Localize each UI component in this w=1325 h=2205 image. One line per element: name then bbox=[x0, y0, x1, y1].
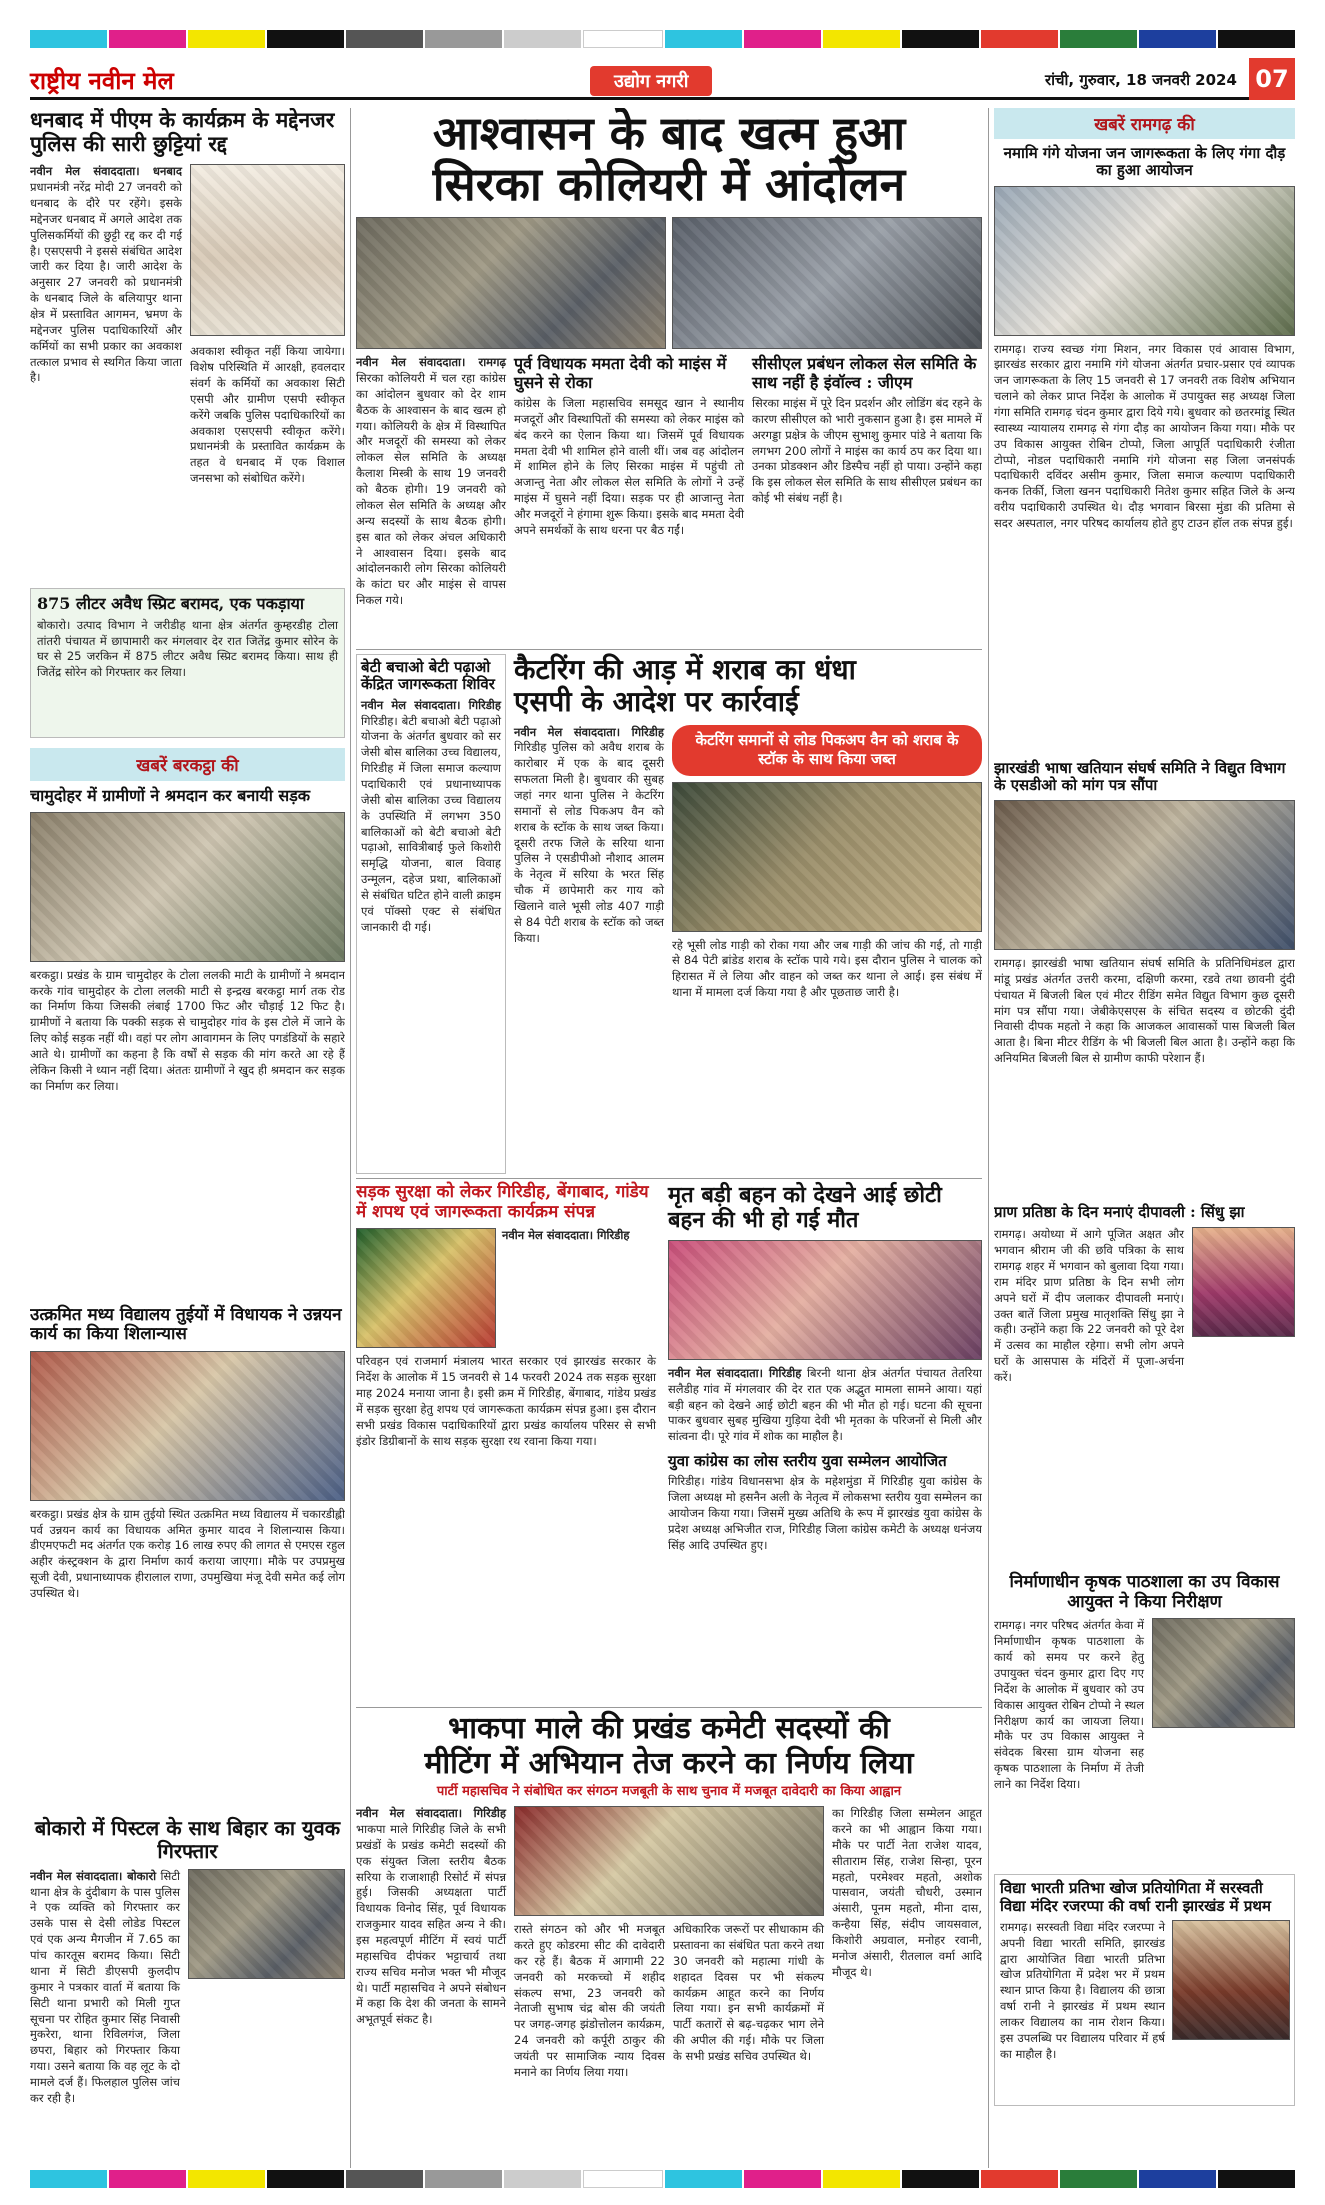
center-rule-1 bbox=[356, 649, 982, 650]
liquor-headline-line1: कैटरिंग की आड़ में शराब का धंधा bbox=[514, 653, 856, 687]
sister-body: बिरनी थाना क्षेत्र अंतर्गत पंचायत तेतरिया सलैडीह गांव में मंगलवार की देर रात एक अद्भुत मामला सामने आया। यहां बड़ी बहन को देखने आई छोटी बहन की भी मौत हो गई। घटना की सूचना पाकर बुधवार सुबह मुखिया गुड़िया देवी भी मृतका के परिजनों से मिली और सांत्वना दी। पूरे गांव में शोक का माहौल है। bbox=[668, 1365, 982, 1444]
liquor-dateline: नवीन मेल संवाददाता। गिरिडीह bbox=[514, 724, 664, 739]
pm-story-headline: धनबाद में पीएम के कार्यक्रम के मद्देनजर पुलिस की सारी छुट्टियां रद्द bbox=[30, 108, 335, 157]
ganga-photo bbox=[994, 186, 1295, 336]
cpi-headline-line2: मीटिंग में अभियान तेज करने का निर्णय लिया bbox=[424, 1745, 914, 1781]
cpi-photo bbox=[514, 1806, 824, 1916]
cpi-headline-line1: भाकपा माले की प्रखंड कमेटी सदस्यों की bbox=[448, 1711, 890, 1747]
page-number: 07 bbox=[1249, 58, 1295, 100]
bhasha-body: रामगढ़। झारखंडी भाषा खतियान संघर्ष समिति के प्रतिनिधिमंडल द्वारा मांडू प्रखंड अंतर्गत उत्तरी करमा, दक्षिणी करमा, रडवे तथा छावनी दुंदी पंचायत में बिजली बिल एवं मीटर रीडिंग समेत विद्युत विभाग कुछ दूसरी मांग पत्र सौंपा गया। जेबीकेएसएस के संचित सदस्य व छोटकी दुंदी निवासी दीपक महतो ने कहा कि आजकल आवासकों पास बिजली बिल आता है। बिना मीटर रीडिंग के भी बिजली बिल आता है। उन्होंने कहा कि अनियमित बिजली बिल से ग्रामीण काफी परेशान हैं। bbox=[994, 956, 1295, 1066]
center-rule-2 bbox=[356, 1178, 982, 1179]
congress-headline: युवा कांग्रेस का लोस स्तरीय युवा सम्मेलन आयोजित bbox=[668, 1452, 947, 1471]
diwali-headline: प्राण प्रतिष्ठा के दिन मनाएं दीपावली : सिंधु झा bbox=[994, 1203, 1245, 1221]
road-story-headline: चामुदोहर में ग्रामीणों ने श्रमदान कर बनायी सड़क bbox=[30, 786, 311, 806]
ganga-headline: नमामि गंगे योजना जन जागरूकता के लिए गंगा दौड़ का हुआ आयोजन bbox=[1003, 144, 1286, 180]
section-label: उद्योग नगरी bbox=[590, 66, 712, 96]
cpi-dateline: नवीन मेल संवाददाता। गिरिडीह bbox=[356, 1806, 506, 1821]
issue-date: रांची, गुरुवार, 18 जनवरी 2024 bbox=[1045, 71, 1237, 89]
bhasha-headline: झारखंडी भाषा खतियान संघर्ष समिति ने विद्युत विभाग के एसडीओ को मांग पत्र सौंपा bbox=[994, 758, 1286, 794]
pistol-photo bbox=[188, 1869, 345, 1979]
ramgarh-band: खबरें रामगढ़ की bbox=[994, 108, 1295, 139]
lead-body: सिरका कोलियरी में चल रहा कांग्रेस का आंदोलन बुधवार को देर शाम बैठक के आश्वासन के बाद खत्म हो गया। कोलियरी के क्षेत्र में विस्थापित और मजदूरों की समस्या को लेकर लोकल सेल समिति के अध्यक्ष कैलाश मिस्त्री के साथ 19 जनवरी को बैठक होगी। 19 जनवरी को लोकल सेल समिति के अध्यक्ष और अन्य सदस्यों के साथ बैठक होगी। इस बात को लेकर अंचल अधिकारी ने आश्वासन दिया। इसके बाद आंदोलनकारी लोग सिरका कोलियरी के कांटा घर और माइंस से वापस निकल गये। bbox=[356, 371, 506, 608]
lead-dateline: नवीन मेल संवाददाता। रामगढ़ bbox=[356, 355, 506, 370]
cpi-body-continued-2: अधिकारिक जरूरों पर सीधाकाम की प्रस्तावना का संबंधित पता करने तथा 30 जनवरी को महात्मा गांधी के शहादत दिवस पर भी संकल्प कार्यक्रम आहूत करने का निर्णय लिया गया। इन सभी कार्यक्रमों में पार्टी कतारों से बढ़-चढ़कर भाग लेने की अपील की गई। मौके पर जिला के सभी प्रखंड सचिव उपस्थित थे। bbox=[673, 1922, 824, 2063]
cpi-body-continued-3: का गिरिडीह जिला सम्मेलन आहूत करने का भी आह्वान किया गया। मौके पर पार्टी नेता राजेश यादव, सीताराम सिंह, राजेश सिन्हा, पूरन महतो, परमेश्वर महतो, अशोक पासवान, जयंती चौधरी, उस्मान अंसारी, पूनम महतो, मीना दास, कन्हैया सिंह, संदीप जायसवाल, किशोरी अग्रवाल, मनोहर रवानी, मनोज अंसारी, रीतलाल वर्मा आदि मौजूद थे। bbox=[832, 1806, 982, 1979]
vidya-story bbox=[994, 1874, 1295, 2106]
school-inspect-headline: निर्माणाधीन कृषक पाठशाला का उप विकास आयुक्त ने किया निरीक्षण bbox=[1009, 1572, 1280, 1612]
beti-story-headline: बेटी बचाओ बेटी पढ़ाओ केंद्रित जागरूकता शिविर bbox=[361, 658, 495, 694]
cpi-body: भाकपा माले गिरिडीह जिले के सभी प्रखंडों के प्रखंड कमेटी सदस्यों की एक संयुक्त जिला स्तरीय बैठक सरिया के राजाशाही रिसोर्ट में संपन्न हुई। जिसकी अध्यक्षता पार्टी विधायक विनोद सिंह, पूर्व विधायक राजकुमार यादव सहित अन्य ने की। इस महत्वपूर्ण मीटिंग में स्वयं पार्टी महासचिव दीपंकर भट्टाचार्य तथा राज्य सचिव मनोज भक्त भी मौजूद थे। पार्टी महासचिव ने अपने संबोधन में कहा कि देश की जनता के सामने अभूतपूर्व संकट है। bbox=[356, 1821, 506, 2027]
center-rule-3 bbox=[356, 1707, 982, 1708]
cpi-body-continued: रास्ते संगठन को और भी मजबूत करते हुए कोडरमा सीट की दावेदारी कर रहे हैं। बैठक में आगामी 22 जनवरी को मरकच्चो में शहीद संकल्प सभा, 23 जनवरी को नेताजी सुभाष चंद्र बोस की जयंती पर जगह-जगह झंडोत्तोलन कार्यक्रम, 24 जनवरी को कर्पूरी ठाकुर की जयंती पर सामाजिक न्याय दिवस मनाने का निर्णय लिया गया। bbox=[514, 1922, 665, 2079]
sister-headline: मृत बड़ी बहन को देखने आई छोटी बहन की भी हो गई मौत bbox=[668, 1182, 942, 1234]
road-story-body: बरकट्ठा। प्रखंड के ग्राम चामुदोहर के टोला ललकी माटी के ग्रामीणों ने श्रमदान करके गांव चामुदोहर के टोला ललकी माटी से इन्द्रख बरकट्ठा मार्ग तक रोड का निर्माण किया जिसकी लंबाई 1700 फिट और चौड़ाई 12 फिट है। ग्रामीणों ने बताया कि पक्की सड़क से चामुदोहर गांव के इस टोले में जाने के लिए कोई सड़क नहीं थी। वहां पर लोग आवागमन के लिए पगडंडियों के सहारे आते थे। ग्रामीणों का कहना है कि वर्षों से सड़क की मांग करते आ रहे हैं लेकिन किसी ने ध्यान नहीं दिया। अंततः ग्रामीणों ने खुद ही श्रमदान कर सड़क का निर्माण कर लिया। bbox=[30, 967, 345, 1093]
congress-body: गिरिडीह। गांडेय विधानसभा क्षेत्र के महेशमुंडा में गिरिडीह युवा कांग्रेस के जिला अध्यक्ष मो हसनैन अली के नेतृत्व में लोकसभा स्तरीय युवा सम्मेलन का आयोजन किया गया। जिसमें मुख्य अतिथि के रूप में झारखंड युवा कांग्रेस के प्रदेश अध्यक्ष अभिजीत राज, गिरिडीह जिला कांग्रेस कमेटी के अध्यक्ष धनंजय सिंह आदि उपस्थित हुए। bbox=[668, 1474, 982, 1552]
liquor-photo bbox=[672, 782, 982, 932]
pm-story-dateline: नवीन मेल संवाददाता। धनबाद bbox=[30, 164, 182, 179]
vidya-photo bbox=[1172, 1920, 1290, 2040]
sister-dateline: नवीन मेल संवाददाता। गिरिडीह bbox=[668, 1365, 802, 1380]
spirit-story bbox=[30, 588, 345, 738]
diwali-body: रामगढ़। अयोध्या में आगे पूजित अक्षत और भगवान श्रीराम जी की छवि पत्रिका के साथ रामगढ़ शहर में भगवान को बुलावा दिया गया। राम मंदिर प्राण प्रतिष्ठा के दिन सभी लोग अपने घरों में दीप जलाकर दीपावली मनाएं। उक्त बातें जिला प्रमुख मातृशक्ति सिंधु झा ने कही। उन्होंने कहा कि 22 जनवरी को पूरे देश में उत्सव का माहौल रहेगा। सभी लोग अपने घरों के आसपास के मंदिरों में पूजा-अर्चना करें। bbox=[994, 1227, 1184, 1384]
center-column bbox=[356, 108, 982, 2168]
cpi-subhead: पार्टी महासचिव ने संबोधित कर संगठन मजबूती के साथ चुनाव में मजबूत दावेदारी का किया आह्वान bbox=[436, 1784, 902, 1800]
school-story-headline: उत्क्रमित मध्य विद्यालय तुईयों में विधायक ने उन्नयन कार्य का किया शिलान्यास bbox=[30, 1304, 342, 1345]
lead-photo-protest bbox=[356, 217, 666, 349]
registration-strip-top bbox=[30, 30, 1295, 48]
masthead bbox=[30, 64, 1295, 100]
sister-photo bbox=[668, 1240, 982, 1360]
sindhu-jha-photo bbox=[1192, 1227, 1295, 1337]
road-safety-headline: सड़क सुरक्षा को लेकर गिरिडीह, बेंगाबाद, गांडेय में शपथ एवं जागरूकता कार्यक्रम संपन्न bbox=[356, 1182, 649, 1222]
road-photo bbox=[30, 812, 345, 962]
lead-sub2-headline: सीसीएल प्रबंधन लोकल सेल समिति के साथ नहीं है इंवॉल्व : जीएम bbox=[752, 354, 977, 392]
ganga-body: रामगढ़। राज्य स्वच्छ गंगा मिशन, नगर विकास एवं आवास विभाग, झारखंड सरकार द्वारा नमामि गंगे योजना अंतर्गत प्रचार-प्रसार एवं व्यापक जन जागरूकता के लिए 15 जनवरी से 17 जनवरी तक विशेष अभियान चलाने को लेकर प्राप्त निर्देश के आलोक में उपायुक्त सह अध्यक्ष जिला गंगा समिति रामगढ़ चंदन कुमार द्वारा दिये गये। बुधवार को छतरमांडू स्थित स्वास्थ्य न्यायालय रामगढ़ से गंगा दौड़ का आयोजन किया गया। मौके पर उप विकास आयुक्त रोबिन टोप्पो, जिला आपूर्ति पदाधिकारी रंजीता टोप्पो, नोडल पदाधिकारी नमामि गंगे योजना सह जिला जनसंपर्क पदाधिकारी दविंदर असीम कुमार, जिला समाज कल्याण पदाधिकारी कनक तिर्की, जिला खनन पदाधिकारी नितेश कुमार सहित जिले के अन्य वरीय पदाधिकारी उपस्थित थे। दौड़ भगवान बिरसा मुंडा की प्रतिमा से सदर अस्पताल, नगर परिषद कार्यालय होते हुए टाउन हॉल तक संपन्न हुई। bbox=[994, 341, 1295, 530]
lead-headline-line2: सिरका कोलियरी में आंदोलन bbox=[432, 156, 906, 211]
spirit-story-body: बोकारो। उत्पाद विभाग ने जरीडीह थाना क्षेत्र अंतर्गत कुम्हरडीह टोला तांतरी पंचायत में छापामारी कर मंगलवार देर रात जितेंद्र कुमार सोरेन के घर से 25 जरकिन में 875 लीटर अवैध स्प्रिट बरामद किया। साथ ही जितेंद्र सोरेन को गिरफ्तार कर लिया। bbox=[37, 617, 338, 680]
lead-sub1-headline: पूर्व विधायक ममता देवी को माइंस में घुसने से रोका bbox=[514, 354, 727, 392]
liquor-headline-line2: एसपी के आदेश पर कार्रवाई bbox=[514, 685, 799, 719]
pistol-story-body: सिटी थाना क्षेत्र के दुंदीबाग के पास पुलिस ने एक व्यक्ति को गिरफ्तार कर उसके पास से देसी लोडेड पिस्टल एवं एक अन्य मैगजीन में 7.65 का पांच कारतूस बरामद किया। सिटी थाना में सिटी डीएसपी कुलदीप कुमार ने पत्रकार वार्ता में बताया कि सिटी थाना प्रभारी को मिली गुप्त सूचना पर रोहित कुमार सिंह निवासी मुकरेरा, थाना रिविलगंज, जिला छपरा, बिहार को गिरफ्तार किया गया। उसने बताया कि वह लूट के दो मामले दर्ज हैं। फिलहाल पुलिस जांच कर रही है। bbox=[30, 1868, 181, 2105]
lead-headline-line1: आश्वासन के बाद खत्म हुआ bbox=[432, 108, 906, 160]
road-safety-photo bbox=[356, 1228, 496, 1348]
school-story-body: बरकट्ठा। प्रखंड क्षेत्र के ग्राम तुईयो स्थित उत्क्रमित मध्य विद्यालय में चकारडीह्ली पर्व उन्नयन कार्य का विधायक अमित कुमार यादव ने शिलान्यास किया। डीएमएफटी मद अंतर्गत एक करोड़ 16 लाख रुपए की लागत से एमएस रहुल अहीर कंस्ट्रक्शन के द्वारा निर्माण कार्य कराया जाएगा। मौके पर उपप्रमुख सूजी देवी, प्रधानाध्यापक हीरालाल राणा, उपमुखिया मंजू देवी समेत कई लोग उपस्थित थे। bbox=[30, 1506, 345, 1601]
right-column bbox=[994, 108, 1295, 2168]
school-photo bbox=[30, 1351, 345, 1501]
pistol-story-headline: बोकारो में पिस्टल के साथ बिहार का युवक गिरफ्तार bbox=[34, 1815, 341, 1863]
beti-story-body: गिरिडीह। बेटी बचाओ बेटी पढ़ाओ योजना के अंतर्गत बुधवार को सर जेसी बोस बालिका उच्च विद्यालय, गिरिडीह में जिला समाज कल्याण पदाधिकारी एवं प्रधानाध्यापक जेसी बोस बालिका उच्च विद्यालय के उपस्थिति में लगभग 350 बालिकाओं को बेटी बचाओ बेटी पढ़ाओ, सावित्रीबाई फुले किशोरी समृद्धि योजना, बाल विवाह उन्मूलन, दहेज प्रथा, बालिकाओं से संबंधित घटित होने वाली क्राइम एवं पॉक्सो एक्ट से संबंधित जानकारी दी गई। bbox=[361, 713, 501, 934]
lead-sub1-body: कांग्रेस के जिला महासचिव समसूद खान ने स्थानीय मजदूरों और विस्थापितों की समस्या को लेकर माइंस को बंद करने का ऐलान किया था। जिसमें पूर्व विधायक ममता देवी भी शामिल होने वाली थीं। जब वह आंदोलन में शामिल होने के लिए सिरका माइंस में पहुंची तो अजान्तु नेता और लोकल सेल समिति के लोगों ने उन्हें माइंस में घुसने नहीं दिया। सड़क पर ही आजान्तु नेता और मजदूरों ने हंगामा शुरू किया। इसके बाद ममता देवी अपने समर्थकों के साथ धरना पर बैठ गईं। bbox=[514, 395, 744, 537]
column-rule-right bbox=[988, 108, 989, 2168]
barkatha-band: खबरें बरकट्ठा की bbox=[30, 748, 345, 781]
road-safety-dateline: नवीन मेल संवाददाता। गिरिडीह bbox=[502, 1228, 630, 1243]
pm-photo bbox=[190, 164, 345, 336]
bhasha-photo bbox=[994, 800, 1295, 950]
liquor-red-subhead: केटरिंग समानों से लोड पिकअप वैन को शराब के स्टॉक के साथ किया जब्त bbox=[672, 725, 982, 776]
school-inspect-body: रामगढ़। नगर परिषद अंतर्गत केवा में निर्माणाधीन कृषक पाठशाला के कार्य को समय पर करने हेतु उपायुक्त चंदन कुमार द्वारा दिए गए निर्देश के आलोक में बुधवार को उप विकास आयुक्त रोबिन टोप्पो ने स्थल निरीक्षण कार्य का जायजा लिया। मौके पर उप विकास आयुक्त ने संवेदक बिरसा ग्राम योजना सह कृषक पाठशाला के निर्माण में तेजी लाने का निर्देश दिया। bbox=[994, 1618, 1144, 1791]
lead-photo-meeting bbox=[672, 217, 982, 349]
lead-sub2-body: सिरका माइंस में पूरे दिन प्रदर्शन और लोडिंग बंद रहने के कारण सीसीएल को भारी नुकसान हुआ है। इस मामले में अरगड्डा प्रक्षेत्र के जीएम सुभाशु कुमार पांडे ने बताया कि लगभग 200 लोगों ने माइंस का कार्य ठप कर दिया था। उनका प्रोडक्शन और डिस्पैच नहीं हो पाया। उन्होंने कहा कि इस लोकल सेल समिति के साथ सीसीएल प्रबंधन का कोई भी संबंध नहीं है। bbox=[752, 395, 982, 506]
beti-story-dateline: नवीन मेल संवाददाता। गिरिडीह bbox=[361, 697, 501, 712]
vidya-headline: विद्या भारती प्रतिभा खोज प्रतियोगिता में सरस्वती विद्या मंदिर रजरप्पा की वर्षा रानी झारखंड में प्रथम bbox=[1000, 1879, 1271, 1915]
registration-strip-bottom bbox=[30, 2170, 1295, 2188]
liquor-body: गिरिडीह पुलिस को अवैध शराब के कारोबार में एक के बाद दूसरी सफलता मिली है। बुधवार की सुबह जहां नगर थाना पुलिस ने केटरिंग समानों से लोड पिकअप वैन को शराब के स्टॉक के साथ जब्त किया। दूसरी तरफ जिले के सरिया थाना पुलिस ने एसडीपीओ नौशाद आलम के नेतृत्व में सरिया के भरत सिंह चौक में छापेमारी कर गाय को खिलाने वाले भूसी लोड 407 गाड़ी से 84 पेटी शराब के स्टॉक को जब्त किया। bbox=[514, 740, 664, 945]
road-safety-body: परिवहन एवं राजमार्ग मंत्रालय भारत सरकार एवं झारखंड सरकार के निर्देश के आलोक में 15 जनवरी से 14 फरवरी 2024 तक सड़क सुरक्षा माह 2024 मनाया जाना है। इसी क्रम में गिरिडीह, बेंगाबाद, गांडेय प्रखंड में सड़क सुरक्षा हेतु शपथ एवं जागरूकता कार्यक्रम संपन्न हुआ। इस दौरान सभी प्रखंड विकास पदाधिकारियों द्वारा प्रखंड कार्यालय परिसर से सभी इंडोर डिग्रीबानों के साथ सड़क सुरक्षा रथ रवाना किया गया। bbox=[356, 1354, 656, 1448]
column-rule-left bbox=[350, 108, 351, 2168]
newspaper-name: राष्ट्रीय नवीन मेल bbox=[30, 66, 174, 95]
school-inspect-photo bbox=[1152, 1618, 1295, 1728]
liquor-body-continued: रहे भूसी लोड गाड़ी को रोका गया और जब गाड़ी की जांच की गई, तो गाड़ी से 84 पेटी ब्रांडेड शराब के स्टॉक पाये गये। इस दौरान पुलिस ने चालक को हिरासत में ले लिया और वाहन को जब्त कर थाना ले आई। इस संबंध में थाना में मामला दर्ज किया गया है और पूछताछ जारी है। bbox=[672, 937, 982, 1000]
pm-story-body: प्रधानमंत्री नरेंद्र मोदी 27 जनवरी को धनबाद के दौरे पर रहेंगे। इसके मद्देनजर धनबाद में अगले आदेश तक पुलिसकर्मियों की छुट्टी रद्द कर दी गई है। एसएसपी ने इससे संबंधित आदेश जारी कर दिया है। जारी आदेश के अनुसार 27 जनवरी को प्रधानमंत्री के धनबाद जिले के बलियापुर थाना क्षेत्र में प्रस्तावित आगमन, भ्रमण के मद्देनजर पुलिस पदाधिकारियों और कर्मियों का सभी प्रकार का अवकाश तत्काल प्रभाव से स्थगित किया जाता है। bbox=[30, 180, 182, 385]
spirit-story-headline: 875 लीटर अवैध स्प्रिट बरामद, एक पकड़ाया bbox=[37, 594, 305, 614]
vidya-body: रामगढ़। सरस्वती विद्या मंदिर रजरप्पा ने अपनी विद्या भारती समिति, झारखंड द्वारा आयोजित विद्या भारती प्रतिभा खोज प्रतियोगिता में प्रदेश भर में प्रथम स्थान प्राप्त किया है। विद्यालय की छात्रा वर्षा रानी ने झारखंड में प्रथम स्थान लाकर विद्यालय का नाम रोशन किया। इस उपलब्धि पर विद्यालय परिवार में हर्ष का माहौल है। bbox=[1000, 1919, 1165, 2061]
beti-story bbox=[356, 654, 506, 1174]
left-column bbox=[30, 108, 345, 2168]
pistol-story-dateline: नवीन मेल संवाददाता। बोकारो bbox=[30, 1868, 157, 1883]
pm-story-body-continued: अवकाश स्वीकृत नहीं किया जायेगा। विशेष परिस्थिति में आरक्षी, हवलदार संवर्ग के कर्मियों का अवकाश सिटी एसपी और ग्रामीण एसपी स्वीकृत करेंगे जबकि पुलिस पदाधिकारियों का अवकाश एसएसपी स्वीकृत करेंगे। प्रधानमंत्री के प्रस्तावित कार्यक्रम के तहत वे धनबाद में एक विशाल जनसभा को संबोधित करेंगे। bbox=[190, 344, 345, 486]
